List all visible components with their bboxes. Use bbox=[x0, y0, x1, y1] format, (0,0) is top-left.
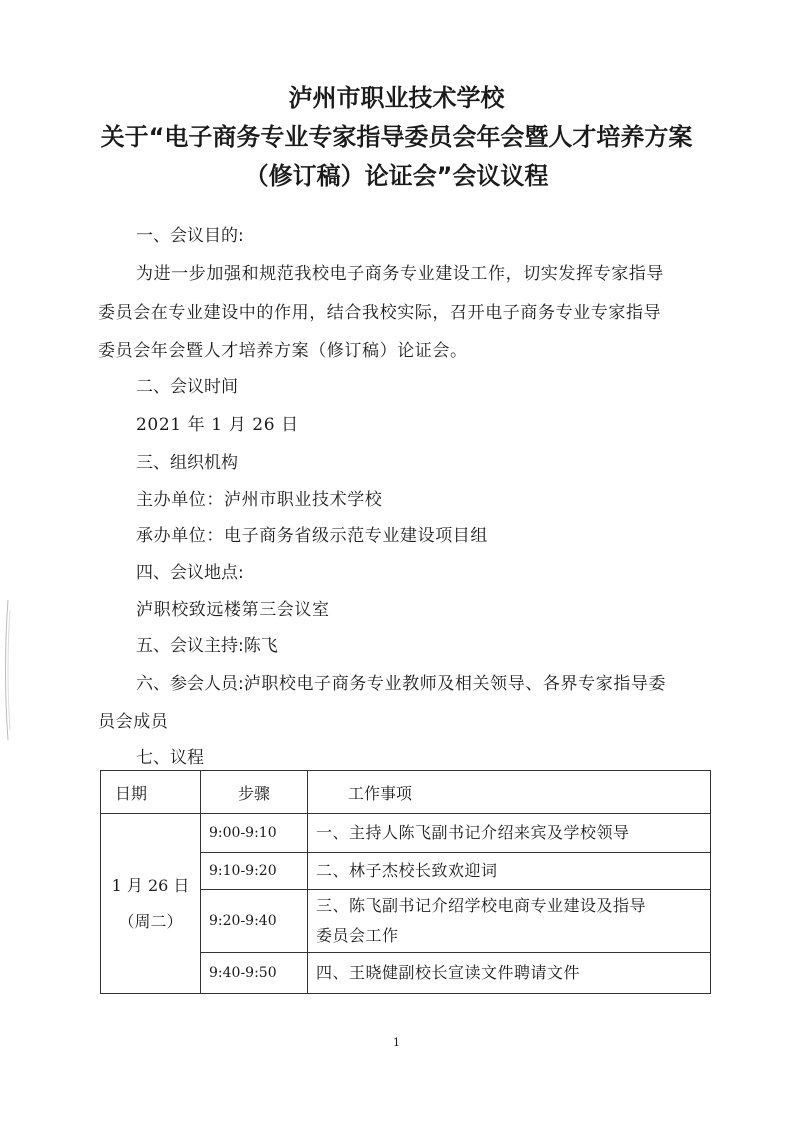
venue-value: 泸职校致远楼第三会议室 bbox=[136, 600, 330, 620]
attendees-text-line1: 泸职校电子商务专业教师及相关领导、各界专家指导委 bbox=[243, 674, 667, 694]
time-value: 2021 年 1 月 26 日 bbox=[136, 415, 299, 435]
agenda-item-multiline bbox=[308, 890, 711, 953]
venue-heading: 四、会议地点: bbox=[136, 563, 244, 583]
attendees-text-line2: 员会成员 bbox=[98, 712, 169, 732]
agenda-time: 9:40-9:50 bbox=[201, 953, 308, 994]
agenda-time: 9:00-9:10 bbox=[201, 814, 308, 853]
agenda-heading: 七、议程 bbox=[136, 748, 204, 768]
agenda-weekday: （周二） bbox=[118, 911, 183, 931]
purpose-heading: 一、会议目的: bbox=[136, 226, 244, 246]
chair-value: 陈飞 bbox=[243, 636, 278, 656]
header-step: 步骤 bbox=[201, 771, 308, 814]
agenda-item-line1: 三、陈飞副书记介绍学校电商专业建设及指导 bbox=[316, 896, 647, 915]
agenda-date-cell bbox=[101, 814, 201, 994]
table-row bbox=[101, 814, 711, 853]
attendees-heading: 六、参会人员: bbox=[136, 674, 244, 694]
agenda-time: 9:20-9:40 bbox=[201, 890, 308, 953]
doc-title-line3: （修订稿）论证会”会议议程 bbox=[244, 162, 549, 190]
header-date: 日期 bbox=[101, 771, 201, 814]
purpose-text-line3: 委员会年会暨人才培养方案（修订稿）论证会。 bbox=[98, 341, 468, 361]
doc-title-line2: 关于“电子商务专业专家指导委员会年会暨人才培养方案 bbox=[100, 123, 693, 151]
attendees-line bbox=[136, 674, 746, 694]
agenda-item: 一、主持人陈飞副书记介绍来宾及学校领导 bbox=[308, 814, 711, 853]
time-heading: 二、会议时间 bbox=[136, 377, 238, 397]
agenda-item-line2: 委员会工作 bbox=[316, 926, 399, 945]
agenda-table bbox=[100, 770, 711, 994]
doc-title-school: 泸州市职业技术学校 bbox=[288, 84, 505, 112]
agenda-header-row bbox=[101, 771, 711, 814]
header-item: 工作事项 bbox=[308, 771, 711, 814]
agenda-date: 1 月 26 日 bbox=[111, 875, 190, 895]
chair-line bbox=[136, 636, 746, 656]
agenda-item: 二、林子杰校长致欢迎词 bbox=[308, 853, 711, 890]
page-number: 1 bbox=[393, 1036, 400, 1049]
chair-heading: 五、会议主持: bbox=[136, 636, 244, 656]
purpose-text-line1: 为进一步加强和规范我校电子商务专业建设工作，切实发挥专家指导 bbox=[136, 264, 664, 284]
agenda-item: 四、王晓健副校长宣读文件聘请文件 bbox=[308, 953, 711, 994]
purpose-text-line2: 委员会在专业建设中的作用，结合我校实际，召开电子商务专业专家指导 bbox=[98, 303, 662, 323]
scan-edge-mark bbox=[2, 600, 12, 740]
agenda-time: 9:10-9:20 bbox=[201, 853, 308, 890]
org-heading: 三、组织机构 bbox=[136, 453, 238, 473]
org-host: 主办单位：泸州市职业技术学校 bbox=[136, 490, 383, 510]
org-organizer: 承办单位：电子商务省级示范专业建设项目组 bbox=[136, 526, 488, 546]
